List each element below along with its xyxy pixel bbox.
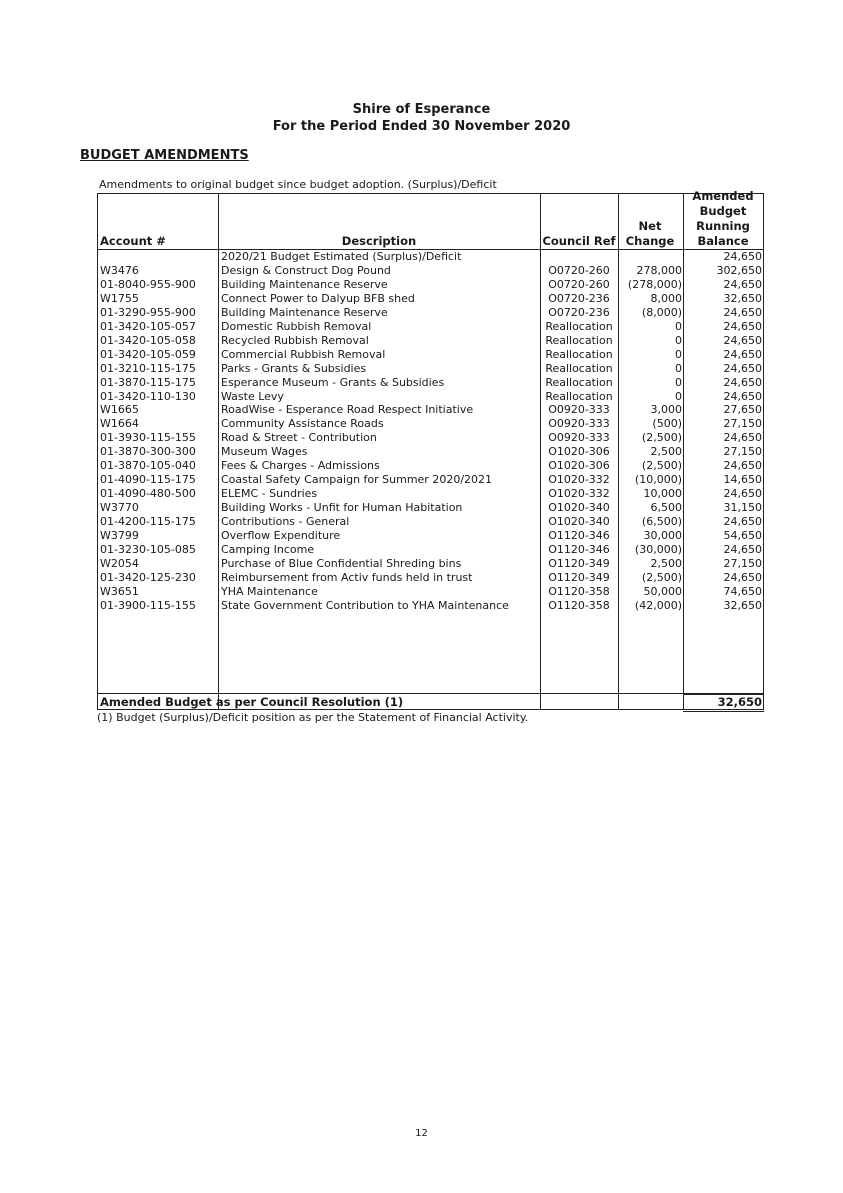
cell-account: W1664 (100, 417, 139, 431)
cell-ref: O1020-340 (548, 515, 610, 529)
col-header-description: Description (341, 234, 417, 248)
cell-ref: Reallocation (545, 333, 613, 347)
cell-account: 01-3420-105-059 (100, 347, 196, 361)
cell-description: Parks - Grants & Subsidies (221, 361, 367, 375)
cell-ref: O0720-260 (548, 277, 610, 291)
cell-ref: O1020-306 (548, 459, 610, 473)
cell-account: 01-3420-105-057 (100, 319, 196, 333)
cell-net: 2,500 (650, 445, 682, 459)
cell-net: (42,000) (634, 598, 682, 612)
cell-description: Museum Wages (221, 445, 308, 459)
cell-balance: 31,150 (723, 501, 762, 515)
cell-description: Road & Street - Contribution (221, 431, 377, 445)
col-header-balance-4: Balance (697, 234, 749, 248)
col-header-net-1: Net (638, 219, 662, 233)
table-row (98, 334, 763, 348)
cell-account: W3799 (100, 529, 139, 542)
cell-account: W1755 (100, 291, 139, 305)
table-row (98, 515, 763, 529)
cell-ref: Reallocation (545, 361, 613, 375)
cell-balance: 32,650 (723, 598, 762, 612)
table-row (98, 362, 763, 376)
cell-description: Reimbursement from Activ funds held in trust (221, 570, 473, 584)
cell-balance: 24,650 (723, 250, 762, 263)
cell-account: 01-8040-955-900 (100, 277, 196, 291)
cell-description: Design & Construct Dog Pound (221, 263, 391, 277)
table-row (98, 529, 763, 543)
cell-ref: O0920-333 (548, 431, 610, 445)
table-row (98, 585, 763, 599)
cell-ref: O1020-332 (548, 487, 610, 501)
cell-description: Fees & Charges - Admissions (221, 459, 380, 473)
col-header-balance-1: Amended (692, 189, 754, 203)
col-header-balance-2: Budget (699, 204, 747, 218)
cell-ref: O0920-333 (548, 403, 610, 417)
period-title: For the Period Ended 30 November 2020 (272, 119, 571, 134)
cell-balance: 27,150 (723, 556, 762, 570)
cell-account: 01-3420-110-130 (100, 389, 196, 403)
cell-net: 3,000 (650, 403, 682, 417)
cell-balance: 27,150 (723, 417, 762, 431)
cell-ref: Reallocation (545, 375, 613, 389)
cell-description: Building Works - Unfit for Human Habitation (221, 501, 463, 515)
cell-description: Waste Levy (221, 389, 284, 403)
table-row (98, 278, 763, 292)
cell-description: Contributions - General (221, 515, 350, 529)
cell-ref: O0720-260 (548, 263, 610, 277)
cell-account: 01-3230-105-085 (100, 542, 196, 556)
cell-description: Esperance Museum - Grants & Subsidies (221, 375, 445, 389)
cell-balance: 27,150 (723, 445, 762, 459)
cell-net: (10,000) (634, 473, 682, 487)
budget-amendments-table (97, 189, 764, 710)
col-header-account: Account # (100, 234, 166, 248)
cell-net: (2,500) (641, 570, 682, 584)
cell-ref: O0720-236 (548, 291, 610, 305)
cell-balance: 24,650 (723, 361, 762, 375)
cell-ref: O1020-306 (548, 445, 610, 459)
cell-balance: 32,650 (723, 291, 762, 305)
cell-net: 0 (675, 347, 682, 361)
table-row (98, 445, 763, 459)
intro-text: Amendments to original budget since budget adoption. (Surplus)/Deficit (99, 178, 497, 191)
cell-balance: 24,650 (723, 487, 762, 501)
cell-balance: 24,650 (723, 431, 762, 445)
cell-balance: 24,650 (723, 333, 762, 347)
table-row (98, 320, 763, 334)
cell-net: 0 (675, 361, 682, 375)
cell-description: Building Maintenance Reserve (221, 305, 388, 319)
table-row (98, 599, 763, 613)
cell-net: (8,000) (641, 305, 682, 319)
cell-account: 01-3290-955-900 (100, 305, 196, 319)
cell-ref: Reallocation (545, 389, 613, 403)
cell-account: W3770 (100, 501, 139, 515)
cell-ref: O1120-346 (548, 529, 610, 542)
cell-account: 01-3930-115-155 (100, 431, 196, 445)
table-row (98, 403, 763, 417)
table-row (98, 487, 763, 501)
cell-ref: Reallocation (545, 347, 613, 361)
cell-description: State Government Contribution to YHA Maintenance (221, 598, 509, 612)
col-header-council-ref: Council Ref (542, 234, 616, 248)
cell-balance: 24,650 (723, 542, 762, 556)
table-row (98, 306, 763, 320)
cell-description: Recycled Rubbish Removal (221, 333, 369, 347)
cell-net: 10,000 (643, 487, 682, 501)
table-row (98, 571, 763, 585)
table-row (98, 501, 763, 515)
table-row (98, 543, 763, 557)
total-label: Amended Budget as per Council Resolution (1) (100, 695, 404, 709)
total-value: 32,650 (717, 695, 762, 709)
table-row (98, 264, 763, 278)
cell-balance: 24,650 (723, 277, 762, 291)
table-row (98, 557, 763, 571)
cell-ref: O1020-340 (548, 501, 610, 515)
organisation-title: Shire of Esperance (352, 102, 491, 117)
cell-account: 01-3870-105-040 (100, 459, 196, 473)
cell-net: (2,500) (641, 459, 682, 473)
cell-net: (500) (652, 417, 682, 431)
cell-balance: 24,650 (723, 347, 762, 361)
cell-balance: 74,650 (723, 584, 762, 598)
cell-account: 01-3420-105-058 (100, 333, 196, 347)
cell-net: 30,000 (643, 529, 682, 542)
cell-description: Coastal Safety Campaign for Summer 2020/2021 (221, 473, 493, 487)
cell-balance: 24,650 (723, 389, 762, 403)
cell-account: 01-3870-300-300 (100, 445, 196, 459)
cell-description: YHA Maintenance (221, 584, 318, 598)
cell-net: 0 (675, 319, 682, 333)
cell-net: 0 (675, 375, 682, 389)
cell-balance: 24,650 (723, 459, 762, 473)
cell-net: 278,000 (636, 263, 682, 277)
cell-balance: 24,650 (723, 375, 762, 389)
cell-net: 50,000 (643, 584, 682, 598)
cell-account: W3651 (100, 584, 139, 598)
cell-ref: O1120-349 (548, 556, 610, 570)
cell-ref: O1120-349 (548, 570, 610, 584)
cell-balance: 24,650 (723, 570, 762, 584)
cell-balance: 54,650 (723, 529, 762, 542)
cell-ref: O1020-332 (548, 473, 610, 487)
cell-description: Purchase of Blue Confidential Shreding bins (221, 556, 462, 570)
cell-net: 0 (675, 389, 682, 403)
table-row (98, 250, 763, 264)
footnote: (1) Budget (Surplus)/Deficit position as per the Statement of Financial Activity. (97, 711, 529, 724)
total-divider (98, 693, 763, 694)
cell-ref: Reallocation (545, 319, 613, 333)
page-number: 12 (415, 1128, 428, 1139)
cell-description: Connect Power to Dalyup BFB shed (221, 291, 415, 305)
table-row (98, 348, 763, 362)
cell-description: Community Assistance Roads (221, 417, 384, 431)
cell-account: 01-3420-125-230 (100, 570, 196, 584)
cell-ref: O1120-358 (548, 584, 610, 598)
cell-balance: 24,650 (723, 319, 762, 333)
cell-net: 2,500 (650, 556, 682, 570)
cell-account: W1665 (100, 403, 139, 417)
table-row (98, 417, 763, 431)
cell-account: 01-3210-115-175 (100, 361, 196, 375)
cell-description: RoadWise - Esperance Road Respect Initiative (221, 403, 474, 417)
col-header-balance-3: Running (696, 219, 750, 233)
cell-ref: O0920-333 (548, 417, 610, 431)
cell-net: 6,500 (650, 501, 682, 515)
table-row (98, 473, 763, 487)
table-row (98, 292, 763, 306)
cell-account: 01-3870-115-175 (100, 375, 196, 389)
cell-net: (2,500) (641, 431, 682, 445)
section-title: BUDGET AMENDMENTS (80, 148, 249, 163)
cell-net: (278,000) (627, 277, 682, 291)
table-row (98, 459, 763, 473)
cell-account: 01-4200-115-175 (100, 515, 196, 529)
cell-balance: 27,650 (723, 403, 762, 417)
cell-description: Building Maintenance Reserve (221, 277, 388, 291)
cell-description: ELEMC - Sundries (221, 487, 318, 501)
cell-account: W2054 (100, 556, 139, 570)
cell-account: W3476 (100, 263, 139, 277)
cell-account: 01-4090-480-500 (100, 487, 196, 501)
cell-balance: 24,650 (723, 305, 762, 319)
cell-net: 0 (675, 333, 682, 347)
cell-balance: 302,650 (716, 263, 762, 277)
cell-account: 01-3900-115-155 (100, 598, 196, 612)
cell-description: Overflow Expenditure (221, 529, 341, 542)
cell-account: 01-4090-115-175 (100, 473, 196, 487)
cell-ref: O1120-346 (548, 542, 610, 556)
cell-net: (6,500) (641, 515, 682, 529)
table-row (98, 390, 763, 404)
col-header-net-2: Change (625, 234, 675, 248)
cell-balance: 14,650 (723, 473, 762, 487)
table-row (98, 431, 763, 445)
cell-description: Camping Income (221, 542, 315, 556)
cell-ref: O1120-358 (548, 598, 610, 612)
cell-description: Domestic Rubbish Removal (221, 319, 372, 333)
cell-description: 2020/21 Budget Estimated (Surplus)/Deficit (221, 250, 462, 263)
table-row (98, 376, 763, 390)
cell-balance: 24,650 (723, 515, 762, 529)
cell-description: Commercial Rubbish Removal (221, 347, 386, 361)
cell-ref: O0720-236 (548, 305, 610, 319)
cell-net: 8,000 (650, 291, 682, 305)
cell-net: (30,000) (634, 542, 682, 556)
